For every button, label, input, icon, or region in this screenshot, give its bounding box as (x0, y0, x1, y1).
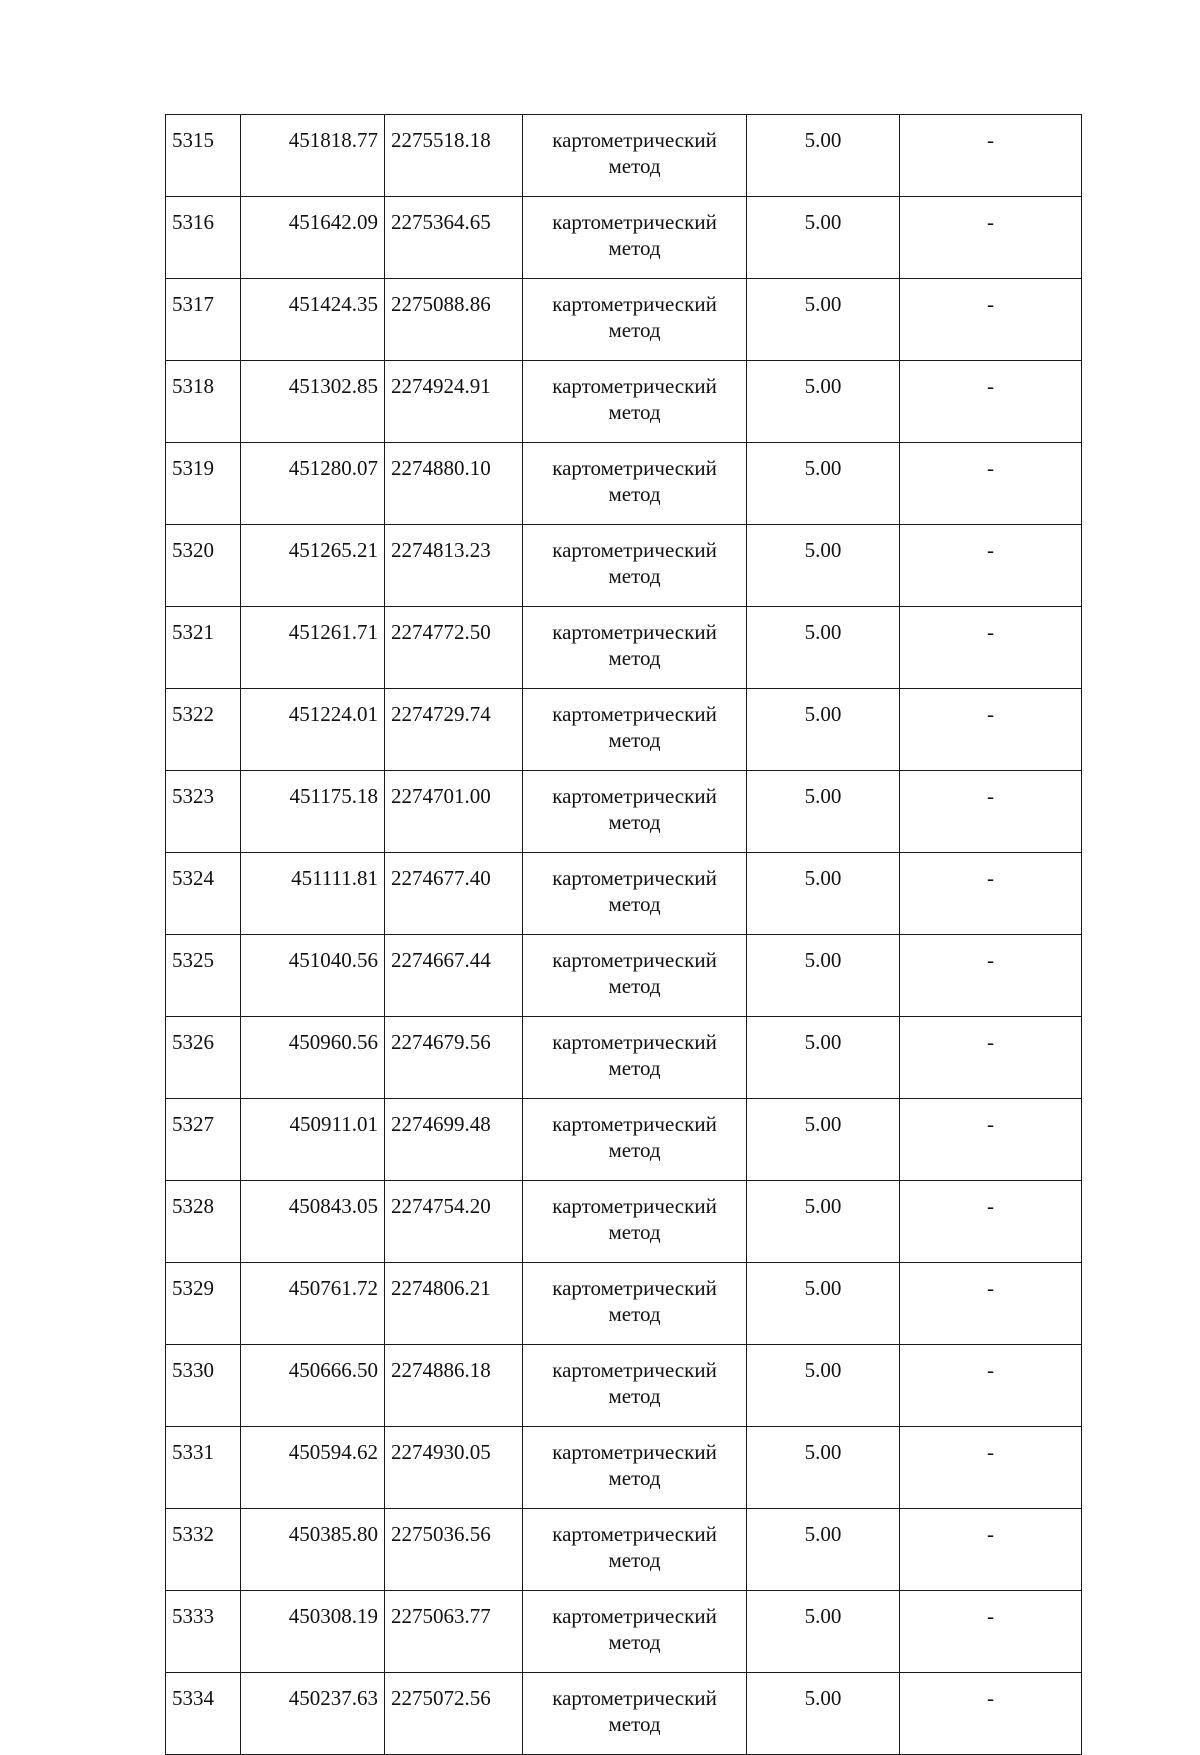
y-coordinate-cell: 2275063.77 (385, 1591, 523, 1673)
description-cell: - (900, 525, 1082, 607)
y-coordinate-cell: 2274677.40 (385, 853, 523, 935)
x-coordinate-cell: 450960.56 (241, 1017, 385, 1099)
y-coordinate-cell: 2274754.20 (385, 1181, 523, 1263)
table-row (166, 607, 1082, 689)
accuracy-cell: 5.00 (747, 1017, 900, 1099)
point-number-cell: 5331 (166, 1427, 241, 1509)
y-coordinate-cell: 2274701.00 (385, 771, 523, 853)
table-row (166, 1509, 1082, 1591)
description-cell: - (900, 1509, 1082, 1591)
accuracy-cell: 5.00 (747, 1263, 900, 1345)
x-coordinate-cell: 451424.35 (241, 279, 385, 361)
description-cell: - (900, 1017, 1082, 1099)
y-coordinate-cell: 2275088.86 (385, 279, 523, 361)
x-coordinate-cell: 451224.01 (241, 689, 385, 771)
table-row (166, 361, 1082, 443)
point-number-cell: 5315 (166, 115, 241, 197)
point-number-cell: 5322 (166, 689, 241, 771)
point-number-cell: 5320 (166, 525, 241, 607)
table-row (166, 197, 1082, 279)
y-coordinate-cell: 2274667.44 (385, 935, 523, 1017)
method-cell: картометрический метод (523, 607, 747, 689)
table-row (166, 443, 1082, 525)
accuracy-cell: 5.00 (747, 1509, 900, 1591)
x-coordinate-cell: 451642.09 (241, 197, 385, 279)
accuracy-cell: 5.00 (747, 607, 900, 689)
x-coordinate-cell: 451818.77 (241, 115, 385, 197)
table-row (166, 1263, 1082, 1345)
point-number-cell: 5319 (166, 443, 241, 525)
description-cell: - (900, 935, 1082, 1017)
y-coordinate-cell: 2274886.18 (385, 1345, 523, 1427)
description-cell: - (900, 1345, 1082, 1427)
y-coordinate-cell: 2274699.48 (385, 1099, 523, 1181)
y-coordinate-cell: 2274930.05 (385, 1427, 523, 1509)
y-coordinate-cell: 2274880.10 (385, 443, 523, 525)
description-cell: - (900, 197, 1082, 279)
point-number-cell: 5328 (166, 1181, 241, 1263)
method-cell: картометрический метод (523, 1345, 747, 1427)
table-row (166, 1673, 1082, 1755)
point-number-cell: 5324 (166, 853, 241, 935)
point-number-cell: 5317 (166, 279, 241, 361)
description-cell: - (900, 115, 1082, 197)
x-coordinate-cell: 451040.56 (241, 935, 385, 1017)
accuracy-cell: 5.00 (747, 1181, 900, 1263)
table-row (166, 1099, 1082, 1181)
accuracy-cell: 5.00 (747, 1591, 900, 1673)
x-coordinate-cell: 450666.50 (241, 1345, 385, 1427)
accuracy-cell: 5.00 (747, 689, 900, 771)
point-number-cell: 5325 (166, 935, 241, 1017)
x-coordinate-cell: 450843.05 (241, 1181, 385, 1263)
table-row (166, 1181, 1082, 1263)
method-cell: картометрический метод (523, 689, 747, 771)
table-row (166, 115, 1082, 197)
y-coordinate-cell: 2275364.65 (385, 197, 523, 279)
method-cell: картометрический метод (523, 1427, 747, 1509)
point-number-cell: 5329 (166, 1263, 241, 1345)
table-row (166, 525, 1082, 607)
method-cell: картометрический метод (523, 771, 747, 853)
description-cell: - (900, 853, 1082, 935)
y-coordinate-cell: 2275036.56 (385, 1509, 523, 1591)
point-number-cell: 5321 (166, 607, 241, 689)
accuracy-cell: 5.00 (747, 197, 900, 279)
description-cell: - (900, 279, 1082, 361)
description-cell: - (900, 1181, 1082, 1263)
table-body (166, 115, 1082, 1755)
accuracy-cell: 5.00 (747, 853, 900, 935)
accuracy-cell: 5.00 (747, 115, 900, 197)
method-cell: картометрический метод (523, 1673, 747, 1755)
coordinates-table (165, 114, 1082, 1755)
x-coordinate-cell: 450594.62 (241, 1427, 385, 1509)
point-number-cell: 5334 (166, 1673, 241, 1755)
x-coordinate-cell: 450237.63 (241, 1673, 385, 1755)
accuracy-cell: 5.00 (747, 279, 900, 361)
description-cell: - (900, 1263, 1082, 1345)
point-number-cell: 5326 (166, 1017, 241, 1099)
point-number-cell: 5323 (166, 771, 241, 853)
description-cell: - (900, 1673, 1082, 1755)
method-cell: картометрический метод (523, 1099, 747, 1181)
x-coordinate-cell: 451302.85 (241, 361, 385, 443)
y-coordinate-cell: 2274806.21 (385, 1263, 523, 1345)
y-coordinate-cell: 2275518.18 (385, 115, 523, 197)
accuracy-cell: 5.00 (747, 1345, 900, 1427)
accuracy-cell: 5.00 (747, 1099, 900, 1181)
accuracy-cell: 5.00 (747, 1673, 900, 1755)
method-cell: картометрический метод (523, 853, 747, 935)
method-cell: картометрический метод (523, 935, 747, 1017)
x-coordinate-cell: 451280.07 (241, 443, 385, 525)
accuracy-cell: 5.00 (747, 935, 900, 1017)
x-coordinate-cell: 451175.18 (241, 771, 385, 853)
y-coordinate-cell: 2274813.23 (385, 525, 523, 607)
description-cell: - (900, 689, 1082, 771)
table-row (166, 689, 1082, 771)
description-cell: - (900, 771, 1082, 853)
x-coordinate-cell: 450308.19 (241, 1591, 385, 1673)
method-cell: картометрический метод (523, 1509, 747, 1591)
y-coordinate-cell: 2274772.50 (385, 607, 523, 689)
accuracy-cell: 5.00 (747, 443, 900, 525)
table-row (166, 1017, 1082, 1099)
method-cell: картометрический метод (523, 279, 747, 361)
method-cell: картометрический метод (523, 197, 747, 279)
description-cell: - (900, 1591, 1082, 1673)
table-row (166, 935, 1082, 1017)
x-coordinate-cell: 451265.21 (241, 525, 385, 607)
x-coordinate-cell: 451261.71 (241, 607, 385, 689)
point-number-cell: 5330 (166, 1345, 241, 1427)
point-number-cell: 5333 (166, 1591, 241, 1673)
x-coordinate-cell: 450911.01 (241, 1099, 385, 1181)
y-coordinate-cell: 2275072.56 (385, 1673, 523, 1755)
description-cell: - (900, 1099, 1082, 1181)
accuracy-cell: 5.00 (747, 525, 900, 607)
point-number-cell: 5332 (166, 1509, 241, 1591)
y-coordinate-cell: 2274924.91 (385, 361, 523, 443)
method-cell: картометрический метод (523, 361, 747, 443)
accuracy-cell: 5.00 (747, 361, 900, 443)
point-number-cell: 5327 (166, 1099, 241, 1181)
table-row (166, 853, 1082, 935)
method-cell: картометрический метод (523, 443, 747, 525)
table-row (166, 1345, 1082, 1427)
x-coordinate-cell: 450761.72 (241, 1263, 385, 1345)
table-row (166, 771, 1082, 853)
table-row (166, 1591, 1082, 1673)
method-cell: картометрический метод (523, 1263, 747, 1345)
y-coordinate-cell: 2274729.74 (385, 689, 523, 771)
accuracy-cell: 5.00 (747, 1427, 900, 1509)
x-coordinate-cell: 450385.80 (241, 1509, 385, 1591)
method-cell: картометрический метод (523, 1591, 747, 1673)
description-cell: - (900, 607, 1082, 689)
table-row (166, 1427, 1082, 1509)
x-coordinate-cell: 451111.81 (241, 853, 385, 935)
method-cell: картометрический метод (523, 1017, 747, 1099)
table-row (166, 279, 1082, 361)
method-cell: картометрический метод (523, 525, 747, 607)
description-cell: - (900, 361, 1082, 443)
y-coordinate-cell: 2274679.56 (385, 1017, 523, 1099)
point-number-cell: 5316 (166, 197, 241, 279)
description-cell: - (900, 1427, 1082, 1509)
method-cell: картометрический метод (523, 115, 747, 197)
point-number-cell: 5318 (166, 361, 241, 443)
method-cell: картометрический метод (523, 1181, 747, 1263)
accuracy-cell: 5.00 (747, 771, 900, 853)
description-cell: - (900, 443, 1082, 525)
